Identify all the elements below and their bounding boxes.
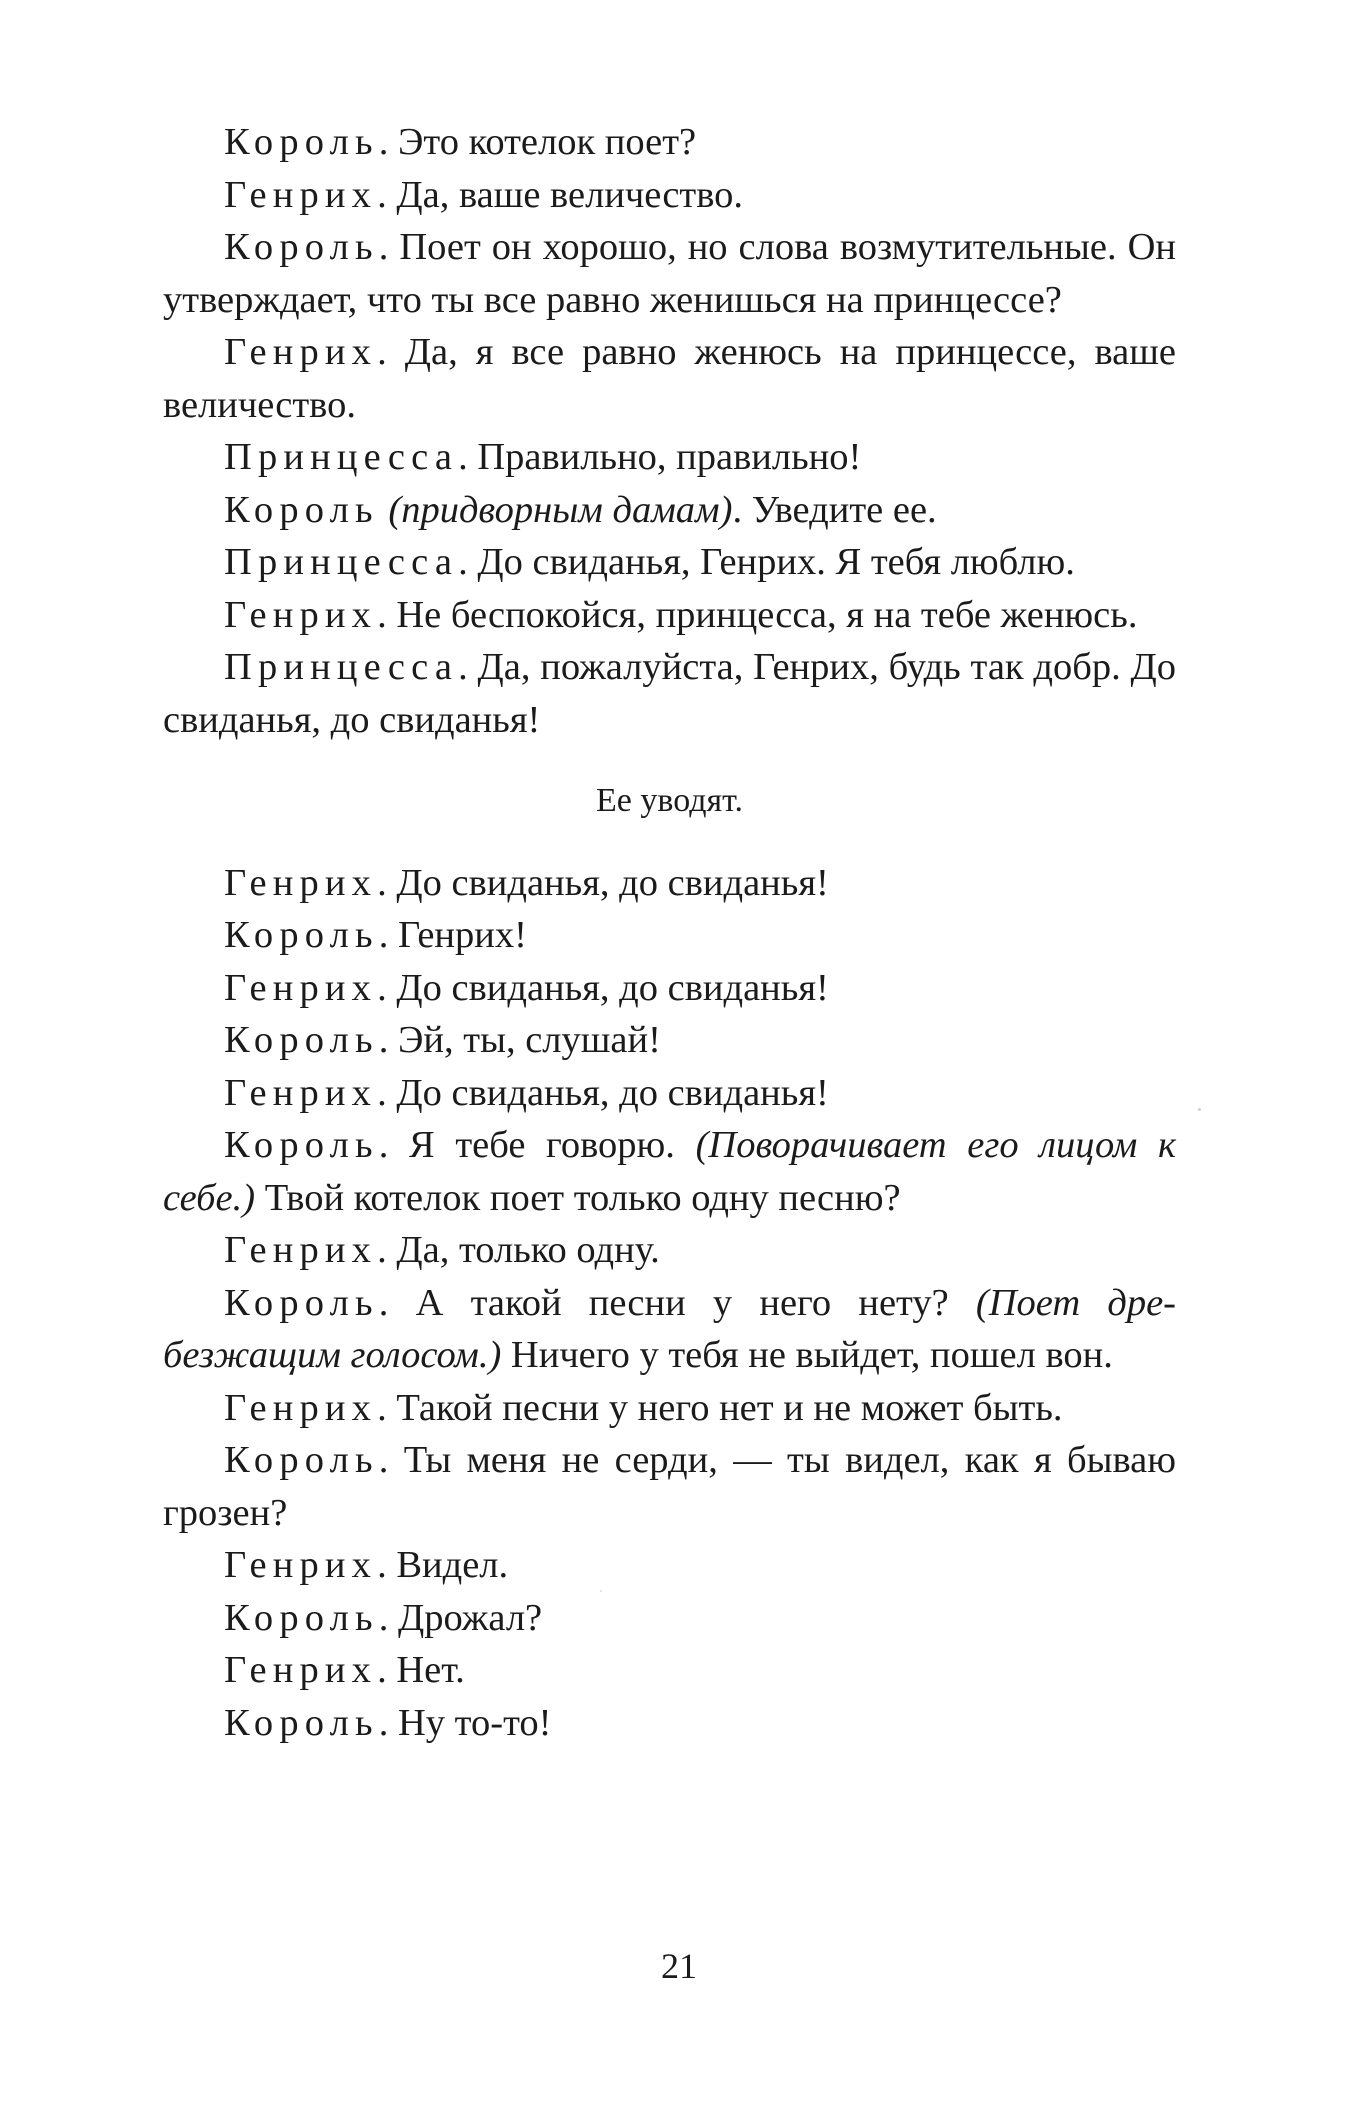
speaker-name: Король <box>224 914 379 956</box>
line-text: . До свиданья, до свиданья! <box>377 861 829 904</box>
dialogue-line <box>163 962 1176 1015</box>
line-text: . Эй, ты, слушай! <box>378 1019 661 1061</box>
line-text: . А такой песни у него нету? <box>378 1281 976 1324</box>
dialogue-line <box>163 326 1176 431</box>
speaker-name: Генрих <box>224 173 378 216</box>
dialogue-line <box>163 1592 1176 1645</box>
line-text: . Да, только одну. <box>377 1229 660 1271</box>
line-text: . Это котелок поет? <box>378 121 697 163</box>
dialogue-line <box>163 1014 1176 1067</box>
scan-speck <box>1198 1108 1201 1111</box>
stage-remark: (придворным дамам) <box>388 488 733 531</box>
line-text: . Такой песни у него нет и не может быть. <box>377 1386 1063 1429</box>
speaker-name: Генрих <box>224 593 378 636</box>
stage-remark: (Поет дребезжащим голосом.) <box>163 1281 1176 1376</box>
speaker-name: Принцесса <box>224 436 459 478</box>
speaker-name: Король <box>224 1281 379 1324</box>
dialogue-line <box>163 116 1176 169</box>
speaker-name: Генрих <box>224 966 378 1009</box>
line-text: . Дрожал? <box>378 1596 543 1639</box>
line-text: . Нет. <box>377 1649 465 1691</box>
dialogue-line <box>163 1224 1176 1277</box>
dialogue-line <box>163 857 1176 910</box>
dialogue-line <box>163 1644 1176 1697</box>
speaker-name: Король <box>224 1701 379 1744</box>
line-text: . До свиданья, до свиданья! <box>377 966 829 1009</box>
speaker-name: Король <box>224 121 379 163</box>
speaker-name: Король <box>224 1596 379 1639</box>
speaker-name: Генрих <box>224 1386 378 1429</box>
line-text-after: Твой котелок поет только одну песню? <box>255 1176 901 1219</box>
dialogue-line <box>163 1277 1176 1382</box>
dialogue-line <box>163 536 1176 589</box>
speaker-name: Генрих <box>224 1071 378 1114</box>
speaker-name: Король <box>224 1124 379 1166</box>
dialogue-line <box>163 431 1176 484</box>
dialogue-line <box>163 909 1176 962</box>
line-text: . Ты меня не серди, — ты видел, как я бываю грозен? <box>163 1439 1176 1534</box>
line-text: . До свиданья, Генрих. Я тебя люблю. <box>458 541 1075 583</box>
dialogue-line <box>163 484 1176 537</box>
dialogue-line <box>163 641 1176 746</box>
line-text: . Да, ваше величество. <box>377 173 744 216</box>
speaker-name: Король <box>224 488 379 531</box>
speaker-name: Принцесса <box>224 541 459 583</box>
dialogue-line <box>163 169 1176 222</box>
speaker-name: Генрих <box>224 1649 378 1691</box>
line-text: . Видел. <box>377 1544 509 1586</box>
speaker-name: Генрих <box>224 331 378 373</box>
line-text-after: Ничего у тебя не выйдет, пошел вон. <box>501 1334 1113 1376</box>
dialogue-line <box>163 1539 1176 1592</box>
speaker-name: Генрих <box>224 1544 378 1586</box>
line-text: . Генрих! <box>378 914 527 956</box>
speaker-name: Король <box>224 226 379 268</box>
line-text: . Поет он хорошо, но слова возмутительные. Он утверждает, что ты все равно женишься на принцессе? <box>163 226 1176 321</box>
dialogue-line <box>163 1382 1176 1435</box>
stage-direction: Ее уводят. <box>596 782 743 819</box>
dialogue-line <box>163 589 1176 642</box>
play-text <box>163 116 1176 1749</box>
line-text: . Не беспокойся, принцесса, я на тебе женюсь. <box>377 593 1138 636</box>
line-text: . Да, пожалуйста, Генрих, будь так добр. До свиданья, до свиданья! <box>163 646 1176 741</box>
stage-remark: (Поворачивает его лицом к себе.) <box>163 1124 1176 1219</box>
speaker-name: Принцесса <box>224 646 459 688</box>
line-text: . Я тебе говорю. <box>378 1124 696 1166</box>
page-number: 21 <box>661 1946 697 1986</box>
scan-speck <box>600 1590 602 1592</box>
dialogue-line <box>163 1697 1176 1750</box>
dialogue-line <box>163 1067 1176 1120</box>
dialogue-line <box>163 221 1176 326</box>
line-text: . До свиданья, до свиданья! <box>377 1071 829 1114</box>
line-text: . Да, я все равно женюсь на принцессе, ваше величество. <box>163 331 1176 426</box>
line-text: . Правильно, правильно! <box>458 436 862 478</box>
speaker-name: Генрих <box>224 1229 378 1271</box>
dialogue-line <box>163 1119 1176 1224</box>
speaker-name: Генрих <box>224 861 378 904</box>
speaker-name: Король <box>224 1439 379 1481</box>
speaker-name: Король <box>224 1019 379 1061</box>
line-text: . Ну то-то! <box>378 1701 552 1744</box>
dialogue-line <box>163 1434 1176 1539</box>
line-text: . Уведите ее. <box>732 488 937 531</box>
